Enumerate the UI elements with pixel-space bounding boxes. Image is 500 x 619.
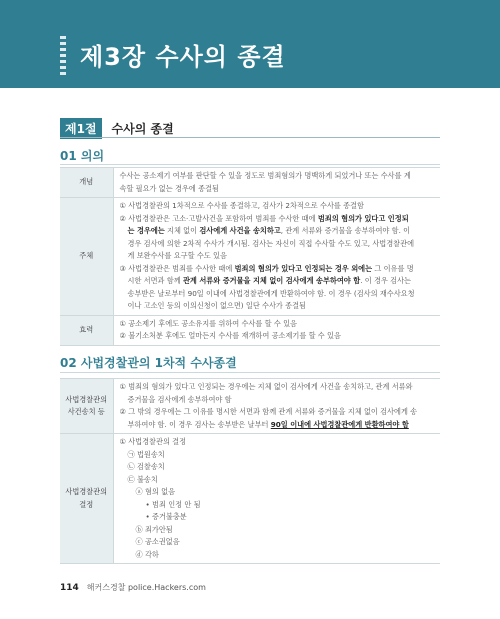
- text-run: ② 사법경찰관은 고소·고발사건을 포함하여 범죄를 수사한 때에: [119, 213, 318, 223]
- row-value-effect: [113, 315, 440, 345]
- text-line: 속할 필요가 없는 경우에 종결됨: [119, 183, 219, 193]
- text-run: 지체 없이: [164, 226, 200, 235]
- text-run: 부하여야 함. 이 경우 검사는 송부받은 날부터: [127, 419, 271, 429]
- text-line: 이나 고소인 등의 이의신청이 없으면) 일단 수사가 종결됨: [127, 301, 306, 310]
- row-value-subject: [113, 198, 440, 316]
- list-item: ⓓ 각하: [135, 549, 159, 559]
- text-line: 수사는 공소제기 여부를 판단할 수 있을 정도로 범죄혐의가 명백하게 되었거나 또는 수사를 계: [119, 171, 411, 180]
- row-key-transfer: 사법경찰관의 사건송치 등: [60, 379, 113, 434]
- text-line: [120, 275, 435, 288]
- row-value-decision: [113, 434, 440, 564]
- bold-text: 는 경우에는: [127, 226, 165, 235]
- text-line: [120, 263, 435, 276]
- list-item: ⓒ 공소권없음: [135, 537, 180, 546]
- text-run: ③ 사법경찰관은 범죄를 수사한 때에: [119, 263, 235, 273]
- bold-text: 범죄의 혐의가 있다고 인정되는 경우 외에는: [234, 263, 373, 273]
- list-item: ㉠ 법원송치: [127, 449, 165, 459]
- bold-underlined-text: 90일 이내에 사법경찰관에게 반환하여야 함: [270, 419, 409, 429]
- table-meaning: [60, 167, 440, 346]
- text-run: , 관계 서류와 증거물을 송부하여야 함. 이: [280, 226, 411, 235]
- section-name: 수사의 종결: [111, 122, 174, 136]
- list-item: • 증거불충분: [145, 512, 187, 521]
- subsection-divider-2: [60, 372, 440, 373]
- subsection-divider-1: [60, 164, 440, 165]
- text-line: 증거물을 검사에게 송부하여야 함: [127, 394, 232, 404]
- section-divider: [60, 137, 440, 138]
- row-value-transfer: [113, 379, 440, 434]
- chapter-banner: [0, 0, 500, 88]
- text-line: 게 보완수사를 요구할 수도 있음: [127, 251, 227, 260]
- subsection-title-2: 02 사법경찰관의 1차적 수사종결: [60, 356, 237, 370]
- section-badge: 제1절: [60, 118, 102, 139]
- text-line: ① 범죄의 혐의가 있다고 인정되는 경우에는 지체 없이 검사에게 사건을 송치하고, 관계 서류와: [119, 382, 413, 391]
- bold-text: 관계 서류와 증거물을 지체 없이 검사에게 송부하여야 함: [182, 276, 361, 285]
- list-item: ⓑ 죄가안됨: [135, 524, 173, 534]
- row-key-subject: 주체: [60, 198, 113, 316]
- page-footer: [60, 582, 206, 593]
- text-line: 송부받은 날로부터 90일 이내에 사법경찰관에게 반환하여야 함. 이 경우 (검사의 재수사요청: [127, 288, 415, 298]
- banner-stripe-decoration: [60, 36, 72, 78]
- table-row: [60, 379, 440, 434]
- text-line: 경우 검사에 의한 2차적 수사가 개시됨. 검사는 자신이 직접 수사할 수도 있고, 사법경찰관에: [127, 238, 415, 248]
- row-key-effect: 효력: [60, 315, 113, 345]
- text-line: [120, 213, 435, 226]
- chapter-title: 제3장 수사의 종결: [80, 43, 286, 71]
- text-line: [120, 225, 435, 238]
- subsection-title-1: 01 의의: [60, 149, 105, 163]
- text-line: ② 그 밖의 경우에는 그 이유를 명시한 서면과 함께 관계 서류와 증거물을 지체 없이 검사에게 송: [119, 407, 418, 416]
- table-row: [60, 434, 440, 564]
- text-line: ① 공소제기 후에도 공소유지를 위하여 수사를 할 수 있음: [119, 318, 297, 328]
- text-line: [120, 419, 435, 432]
- text-line: ② 불기소처분 후에도 얼마든지 수사를 재개하여 공소제기를 할 수 있음: [119, 331, 341, 340]
- text-run: 그 이유를 명: [372, 263, 414, 273]
- row-key-decision: 사법경찰관의 결정: [60, 434, 113, 564]
- table-row: [60, 315, 440, 345]
- text-run: . 이 경우 검사는: [360, 276, 411, 285]
- text-line: ① 사법경찰관의 1차적으로 수사를 종결하고, 검사가 2차적으로 수사를 종결함: [119, 201, 364, 210]
- list-item: • 범죄 인정 안 됨: [145, 499, 201, 509]
- footer-publisher: 해커스경찰 police.Hackers.com: [86, 583, 206, 592]
- list-item: ① 사법경찰관의 결정: [119, 437, 187, 446]
- row-value-concept: [113, 168, 440, 198]
- list-item: ㉡ 검찰송치: [127, 462, 165, 471]
- page-number: 114: [60, 582, 79, 593]
- list-item: ⓐ 혐의 없음: [135, 487, 176, 496]
- bold-text: 검사에게 사건을 송치하고: [199, 226, 281, 235]
- table-row: [60, 168, 440, 198]
- bold-text: 범죄의 혐의가 있다고 인정되: [317, 213, 409, 223]
- text-run: 시한 서면과 함께: [127, 276, 183, 285]
- table-row: [60, 198, 440, 316]
- list-item: ㉢ 불송치: [127, 474, 158, 484]
- table-police-closing: [60, 378, 440, 564]
- section-heading: [60, 118, 174, 139]
- row-key-concept: 개념: [60, 168, 113, 198]
